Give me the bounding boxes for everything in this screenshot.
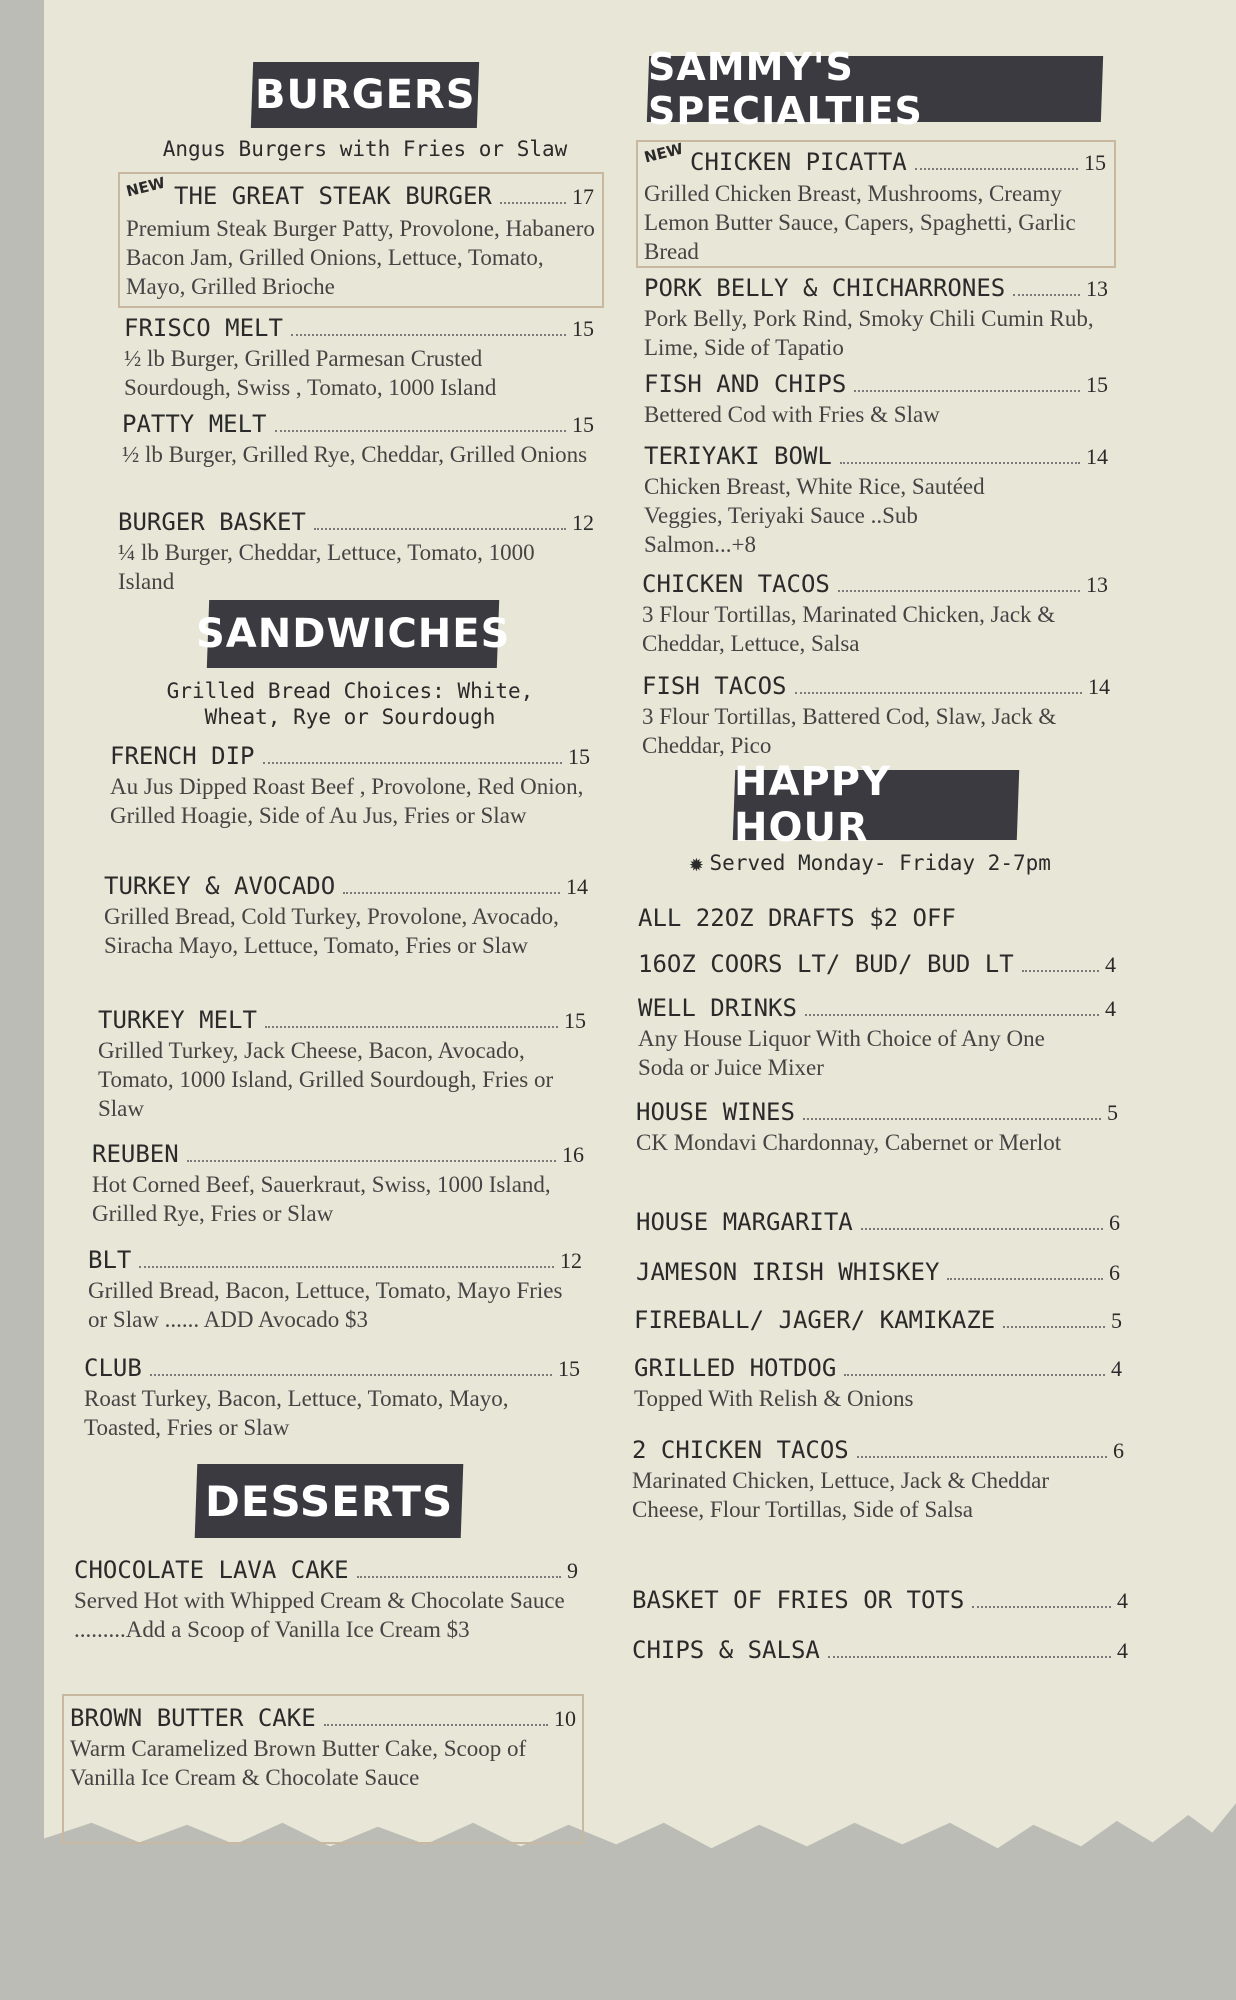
item-name: CHICKEN PICATTA [690,148,907,176]
item-name: TURKEY MELT [98,1006,257,1034]
item-price: 15 [558,1356,580,1381]
item-name: FIREBALL/ JAGER/ KAMIKAZE [634,1306,996,1334]
served-text: Served Monday- Friday 2-7pm [709,851,1051,875]
menu-item [632,1436,1124,1524]
menu-item [638,994,1116,1082]
menu-item [98,1006,586,1123]
item-price: 15 [568,744,590,769]
item-name: WELL DRINKS [638,994,797,1022]
menu-item [642,672,1110,760]
menu-item [122,410,594,469]
item-description: Warm Caramelized Brown Butter Cake, Scoop of Vanilla Ice Cream & Chocolate Sauce [70,1736,527,1790]
item-price: 6 [1109,1260,1120,1285]
item-description: ½ lb Burger, Grilled Rye, Cheddar, Grilled Onions [122,442,588,467]
item-price: 16 [562,1142,584,1167]
item-name: HOUSE MARGARITA [636,1208,853,1236]
item-name: 16OZ COORS LT/ BUD/ BUD LT [638,950,1014,978]
item-description: Grilled Bread, Bacon, Lettuce, Tomato, Mayo Fries or Slaw ...... ADD Avocado $3 [88,1278,563,1332]
item-name: PORK BELLY & CHICHARRONES [644,274,1006,302]
item-name: TERIYAKI BOWL [644,442,832,470]
item-price: 9 [567,1558,578,1583]
menu-item [632,1636,1128,1664]
item-name: 2 CHICKEN TACOS [632,1436,849,1464]
item-name: REUBEN [92,1140,179,1168]
item-name: GRILLED HOTDOG [634,1354,837,1382]
item-description: Pork Belly, Pork Rind, Smoky Chili Cumin Rub, Lime, Side of Tapatio [644,306,1094,360]
new-badge: NEW [642,139,685,167]
item-description: Premium Steak Burger Patty, Provolone, Habanero Bacon Jam, Grilled Onions, Lettuce, Tomato, Mayo, Grilled Brioche [126,216,595,299]
item-description: ½ lb Burger, Grilled Parmesan Crusted Sourdough, Swiss , Tomato, 1000 Island [124,346,497,400]
item-name: BURGER BASKET [118,508,306,536]
sun-icon: ✹ [689,849,704,877]
item-description: Served Hot with Whipped Cream & Chocolate Sauce .........Add a Scoop of Vanilla Ice Cream $3 [74,1588,565,1642]
menu-item [644,274,1108,362]
desserts-header: DESSERTS [195,1464,464,1538]
item-name: FRISCO MELT [124,314,283,342]
menu-item [638,904,1108,932]
item-name: PATTY MELT [122,410,267,438]
item-description: Roast Turkey, Bacon, Lettuce, Tomato, Mayo, Toasted, Fries or Slaw [84,1386,509,1440]
menu-item [104,872,588,960]
item-description: Any House Liquor With Choice of Any One Soda or Juice Mixer [638,1026,1045,1080]
item-name: CHICKEN TACOS [642,570,830,598]
item-name: FISH TACOS [642,672,787,700]
item-name: FRENCH DIP [110,742,255,770]
item-price: 5 [1107,1100,1118,1125]
menu-item [70,1704,576,1792]
burgers-subtitle: Angus Burgers with Fries or Slaw [162,137,568,161]
menu-item [636,1258,1120,1286]
item-description: Au Jus Dipped Roast Beef , Provolone, Red Onion, Grilled Hoagie, Side of Au Jus, Fries or Slaw [110,774,584,828]
item-description: Chicken Breast, White Rice, Sautéed Veggies, Teriyaki Sauce ..Sub Salmon...+8 [644,474,985,557]
item-price: 4 [1111,1356,1122,1381]
item-price: 14 [1088,674,1110,699]
menu-item [634,1354,1122,1413]
item-price: 4 [1117,1638,1128,1663]
item-name: BASKET OF FRIES OR TOTS [632,1586,965,1614]
item-description: CK Mondavi Chardonnay, Cabernet or Merlot [636,1130,1062,1155]
item-name: HOUSE WINES [636,1098,795,1126]
item-price: 12 [572,510,594,535]
menu-item [636,1208,1120,1236]
item-price: 6 [1113,1438,1124,1463]
item-description: Grilled Turkey, Jack Cheese, Bacon, Avocado, Tomato, 1000 Island, Grilled Sourdough, Fries or Slaw [98,1038,554,1121]
item-name: FISH AND CHIPS [644,370,847,398]
item-price: 13 [1086,276,1108,301]
item-price: 10 [554,1706,576,1731]
item-price: 4 [1117,1588,1128,1613]
item-description: Bettered Cod with Fries & Slaw [644,402,940,427]
item-description: Marinated Chicken, Lettuce, Jack & Cheddar Cheese, Flour Tortillas, Side of Salsa [632,1468,1050,1522]
item-price: 6 [1109,1210,1120,1235]
item-description: Hot Corned Beef, Sauerkraut, Swiss, 1000 Island, Grilled Rye, Fries or Slaw [92,1172,551,1226]
item-name: CHOCOLATE LAVA CAKE [74,1556,349,1584]
menu-item [110,742,590,830]
item-price: 5 [1111,1308,1122,1333]
menu-item [124,314,594,402]
item-description: ¼ lb Burger, Cheddar, Lettuce, Tomato, 1000 Island [118,540,535,594]
item-price: 17 [572,184,594,209]
menu-item [88,1246,582,1334]
menu-item [174,182,594,210]
menu-item [84,1354,580,1442]
item-price: 15 [1086,372,1108,397]
item-price: 15 [564,1008,586,1033]
item-description: Topped With Relish & Onions [634,1386,914,1411]
menu-item [634,1306,1122,1334]
item-name: TURKEY & AVOCADO [104,872,336,900]
specialties-header: SAMMY'S SPECIALTIES [647,56,1103,122]
menu-item [632,1586,1128,1614]
item-price: 13 [1086,572,1108,597]
menu-item [74,1556,578,1644]
item-name: JAMESON IRISH WHISKEY [636,1258,940,1286]
happy-hour-header: HAPPY HOUR [733,770,1019,840]
item-price: 15 [572,316,594,341]
item-description: Grilled Bread, Cold Turkey, Provolone, Avocado, Siracha Mayo, Lettuce, Tomato, Fries or Slaw [104,904,559,958]
item-description: 3 Flour Tortillas, Battered Cod, Slaw, Jack & Cheddar, Pico [642,704,1057,758]
item-price: 15 [572,412,594,437]
item-price: 4 [1105,952,1116,977]
menu-item-desc [126,212,596,301]
item-price: 12 [560,1248,582,1273]
item-price: 14 [566,874,588,899]
item-name: THE GREAT STEAK BURGER [174,182,492,210]
item-price: 4 [1105,996,1116,1021]
menu-item [690,148,1106,176]
item-description: 3 Flour Tortillas, Marinated Chicken, Jack & Cheddar, Lettuce, Salsa [642,602,1056,656]
menu-item [642,570,1108,658]
menu-item [638,950,1116,978]
item-description: Grilled Chicken Breast, Mushrooms, Creamy Lemon Butter Sauce, Capers, Spaghetti, Garlic Bread [644,181,1076,264]
drafts-special: ALL 22OZ DRAFTS $2 OFF [638,904,956,932]
item-name: CHIPS & SALSA [632,1636,820,1664]
item-name: BLT [88,1246,132,1274]
item-name: CLUB [84,1354,142,1382]
item-price: 14 [1086,444,1108,469]
menu-item [92,1140,584,1228]
new-badge: NEW [124,173,167,201]
menu-item [644,370,1108,429]
sandwiches-header: SANDWICHES [207,600,499,668]
menu-item [118,508,594,596]
menu-item-desc [644,177,1084,266]
item-price: 15 [1084,150,1106,175]
burgers-header: BURGERS [251,62,479,128]
sandwiches-subtitle: Grilled Bread Choices: White, Wheat, Rye or Sourdough [166,679,534,729]
menu-item [644,442,1108,559]
item-name: BROWN BUTTER CAKE [70,1704,316,1732]
menu-item [636,1098,1118,1157]
happy-hour-schedule [650,850,1090,876]
